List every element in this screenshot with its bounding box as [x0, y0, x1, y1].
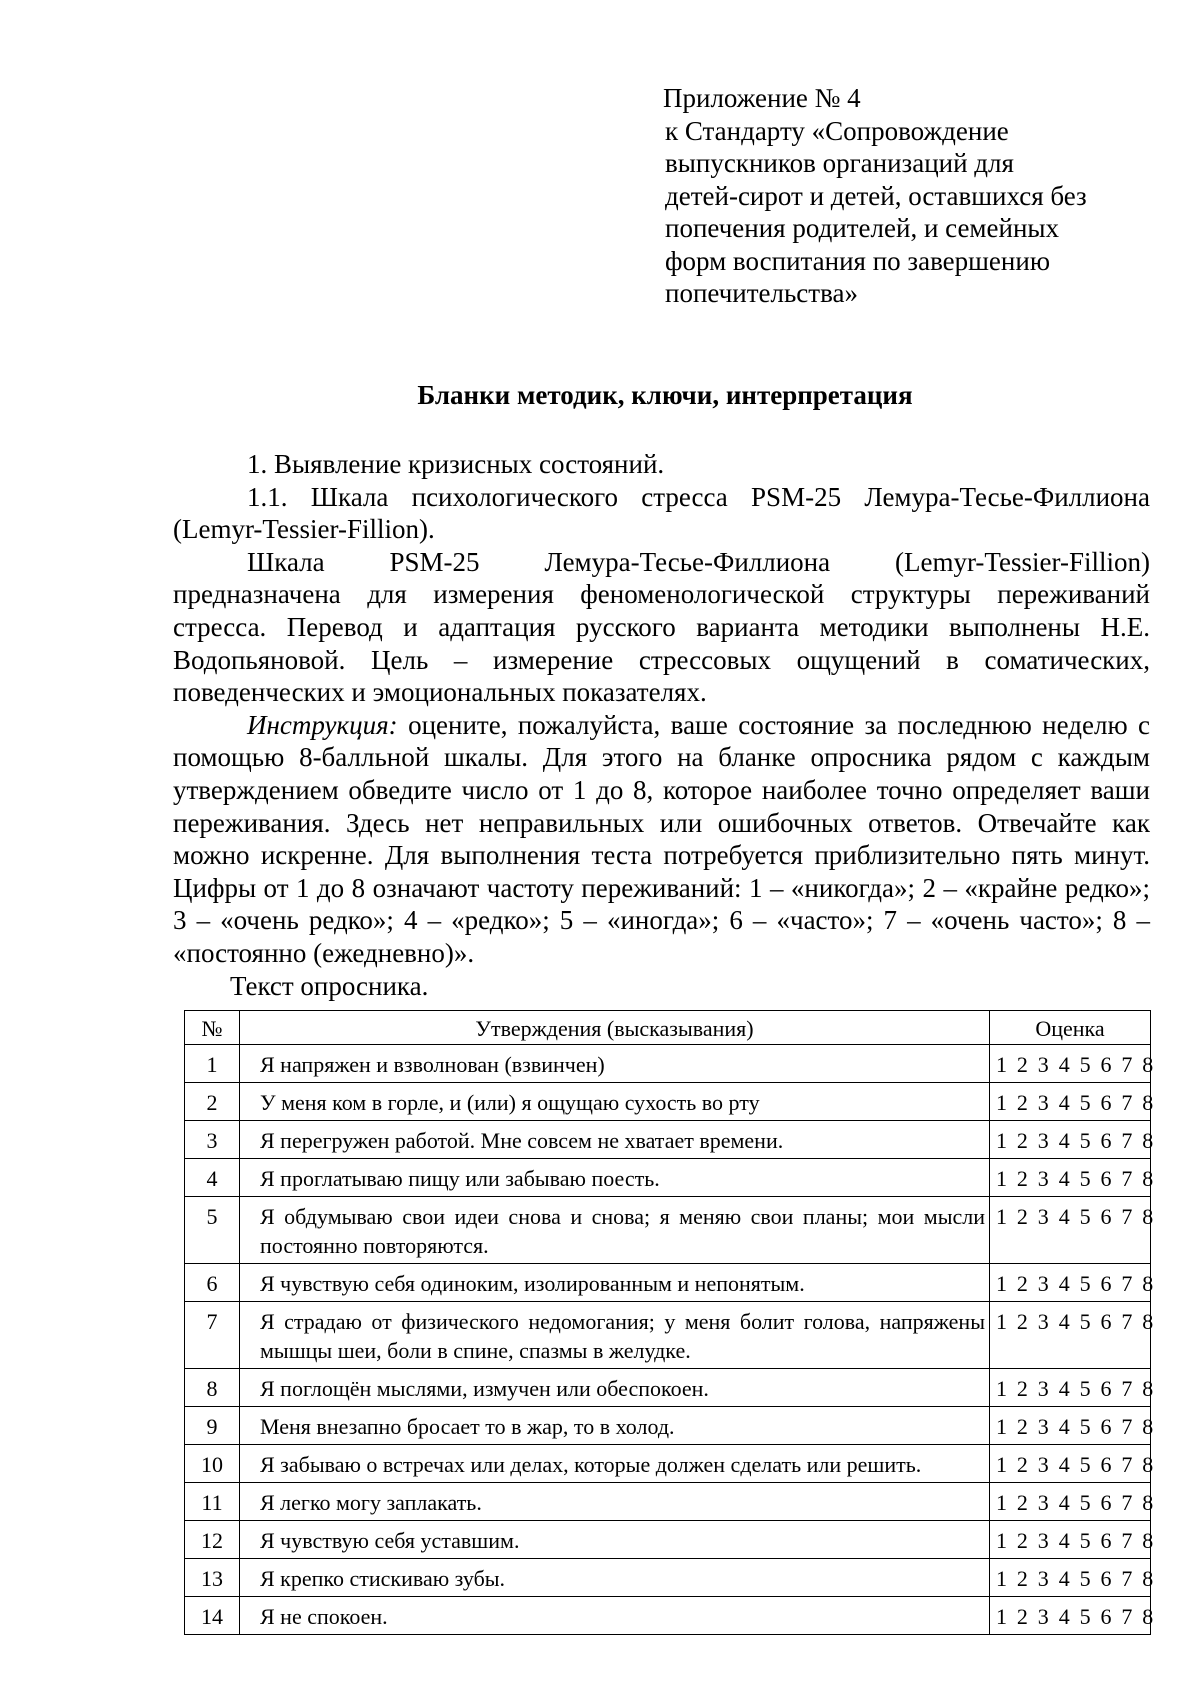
row-number: 11 — [185, 1483, 240, 1521]
desc-word: Шкала — [247, 546, 325, 577]
annex-line: форм воспитания по завершению — [665, 245, 1050, 276]
row-scale: 1 2 3 4 5 6 7 8 — [990, 1083, 1151, 1121]
row-number: 13 — [185, 1559, 240, 1597]
annex-line: выпускников организаций для — [665, 148, 1014, 178]
annex-line: детей-сирот и детей, оставшихся без — [665, 180, 1087, 211]
header-score: Оценка — [990, 1011, 1151, 1045]
body-text — [173, 448, 1150, 1002]
annex-line: попечения родителей, и семейных — [665, 213, 1060, 243]
row-number: 3 — [185, 1121, 240, 1159]
row-scale: 1 2 3 4 5 6 7 8 — [990, 1407, 1151, 1445]
description-paragraph: предназначена для измерения феноменологической структуры переживаний стресса. Перевод и адаптация русского варианта методики выполнены Н.Е. Водопьяновой. Цель – измерение стрессовых ощущений в соматических, поведенческих и эмоциональных показателях. — [173, 579, 1150, 708]
table-row — [185, 1083, 1151, 1121]
instruction-paragraph — [173, 709, 1150, 970]
table-row — [185, 1302, 1151, 1369]
row-statement: Меня внезапно бросает то в жар, то в холод. — [240, 1407, 990, 1445]
row-statement: Я чувствую себя уставшим. — [240, 1521, 990, 1559]
row-scale: 1 2 3 4 5 6 7 8 — [990, 1197, 1151, 1264]
annex-line: Приложение № 4 — [663, 83, 861, 113]
row-scale: 1 2 3 4 5 6 7 8 — [990, 1159, 1151, 1197]
row-scale: 1 2 3 4 5 6 7 8 — [990, 1559, 1151, 1597]
row-scale: 1 2 3 4 5 6 7 8 — [990, 1264, 1151, 1302]
header-number: № — [185, 1011, 240, 1045]
instruction-text: оцените, пожалуйста, ваше состояние за последнюю неделю с помощью 8-балльной шкалы. Для этого на бланке опросника рядом с каждым утверждением обведите число от 1 до 8, которое наиболее точно определяет ваши переживания. Здесь нет неправильных или ошибочных ответов. Отвечайте как можно искренне. Для выполнения теста потребуется приблизительно пять минут. Цифры от 1 до 8 означают частоту переживаний: 1 – «никогда»; 2 – «крайне редко»; 3 – «очень редко»; 4 – «редко»; 5 – «иногда»; 6 – «часто»; 7 – «очень часто»; 8 – «постоянно (ежедневно)». — [173, 709, 1150, 968]
row-statement: Я легко могу заплакать. — [240, 1483, 990, 1521]
table-row — [185, 1121, 1151, 1159]
row-statement: Я не спокоен. — [240, 1597, 990, 1635]
desc-word: Лемура-Тесье-Филлиона — [544, 546, 831, 577]
annex-block — [665, 82, 1165, 310]
desc-word: PSM-25 — [389, 546, 480, 577]
row-scale: 1 2 3 4 5 6 7 8 — [990, 1597, 1151, 1635]
table-row — [185, 1483, 1151, 1521]
table-header-row — [185, 1011, 1151, 1045]
table-row — [185, 1369, 1151, 1407]
row-number: 10 — [185, 1445, 240, 1483]
table-row — [185, 1597, 1151, 1635]
row-statement: Я чувствую себя одиноким, изолированным и непонятым. — [240, 1264, 990, 1302]
header-statements: Утверждения (высказывания) — [240, 1011, 990, 1045]
row-scale: 1 2 3 4 5 6 7 8 — [990, 1302, 1151, 1369]
table-row — [185, 1407, 1151, 1445]
row-statement: Я поглощён мыслями, измучен или обеспокоен. — [240, 1369, 990, 1407]
row-number: 8 — [185, 1369, 240, 1407]
table-row — [185, 1264, 1151, 1302]
questionnaire-caption: Текст опросника. — [230, 970, 429, 1001]
row-scale: 1 2 3 4 5 6 7 8 — [990, 1369, 1151, 1407]
desc-word: (Lemyr-Tessier-Fillion) — [895, 546, 1150, 577]
table-row — [185, 1521, 1151, 1559]
row-number: 14 — [185, 1597, 240, 1635]
row-number: 5 — [185, 1197, 240, 1264]
table-row — [185, 1045, 1151, 1083]
table-row — [185, 1559, 1151, 1597]
row-statement: Я забываю о встречах или делах, которые должен сделать или решить. — [240, 1445, 990, 1483]
row-number: 6 — [185, 1264, 240, 1302]
section-heading-1-1: 1.1. Шкала психологического стресса PSM-25 Лемура-Тесье-Филлиона (Lemyr-Tessier-Fillion). — [173, 481, 1150, 545]
row-number: 12 — [185, 1521, 240, 1559]
row-scale: 1 2 3 4 5 6 7 8 — [990, 1445, 1151, 1483]
row-statement: Я страдаю от физического недомогания; у меня болит голова, напряжены мышцы шеи, боли в спине, спазмы в желудке. — [240, 1302, 990, 1369]
row-statement: У меня ком в горле, и (или) я ощущаю сухость во рту — [240, 1083, 990, 1121]
description-first-line — [173, 546, 1150, 579]
annex-line: к Стандарту «Сопровождение — [665, 115, 1009, 146]
row-number: 7 — [185, 1302, 240, 1369]
row-scale: 1 2 3 4 5 6 7 8 — [990, 1521, 1151, 1559]
row-scale: 1 2 3 4 5 6 7 8 — [990, 1483, 1151, 1521]
row-statement: Я проглатываю пищу или забываю поесть. — [240, 1159, 990, 1197]
row-scale: 1 2 3 4 5 6 7 8 — [990, 1121, 1151, 1159]
row-scale: 1 2 3 4 5 6 7 8 — [990, 1045, 1151, 1083]
questionnaire-table — [184, 1010, 1156, 1635]
table-row — [185, 1159, 1151, 1197]
row-number: 1 — [185, 1045, 240, 1083]
table-row — [185, 1445, 1151, 1483]
row-number: 4 — [185, 1159, 240, 1197]
instruction-label: Инструкция: — [247, 709, 398, 740]
page-title: Бланки методик, ключи, интерпретация — [417, 380, 913, 410]
row-number: 9 — [185, 1407, 240, 1445]
row-statement: Я крепко стискиваю зубы. — [240, 1559, 990, 1597]
row-statement: Я напряжен и взволнован (взвинчен) — [240, 1045, 990, 1083]
row-number: 2 — [185, 1083, 240, 1121]
section-heading-1: 1. Выявление кризисных состояний. — [247, 449, 665, 479]
row-statement: Я обдумываю свои идеи снова и снова; я меняю свои планы; мои мысли постоянно повторяются. — [240, 1197, 990, 1264]
annex-line: попечительства» — [665, 278, 858, 308]
table-row — [185, 1197, 1151, 1264]
row-statement: Я перегружен работой. Мне совсем не хватает времени. — [240, 1121, 990, 1159]
